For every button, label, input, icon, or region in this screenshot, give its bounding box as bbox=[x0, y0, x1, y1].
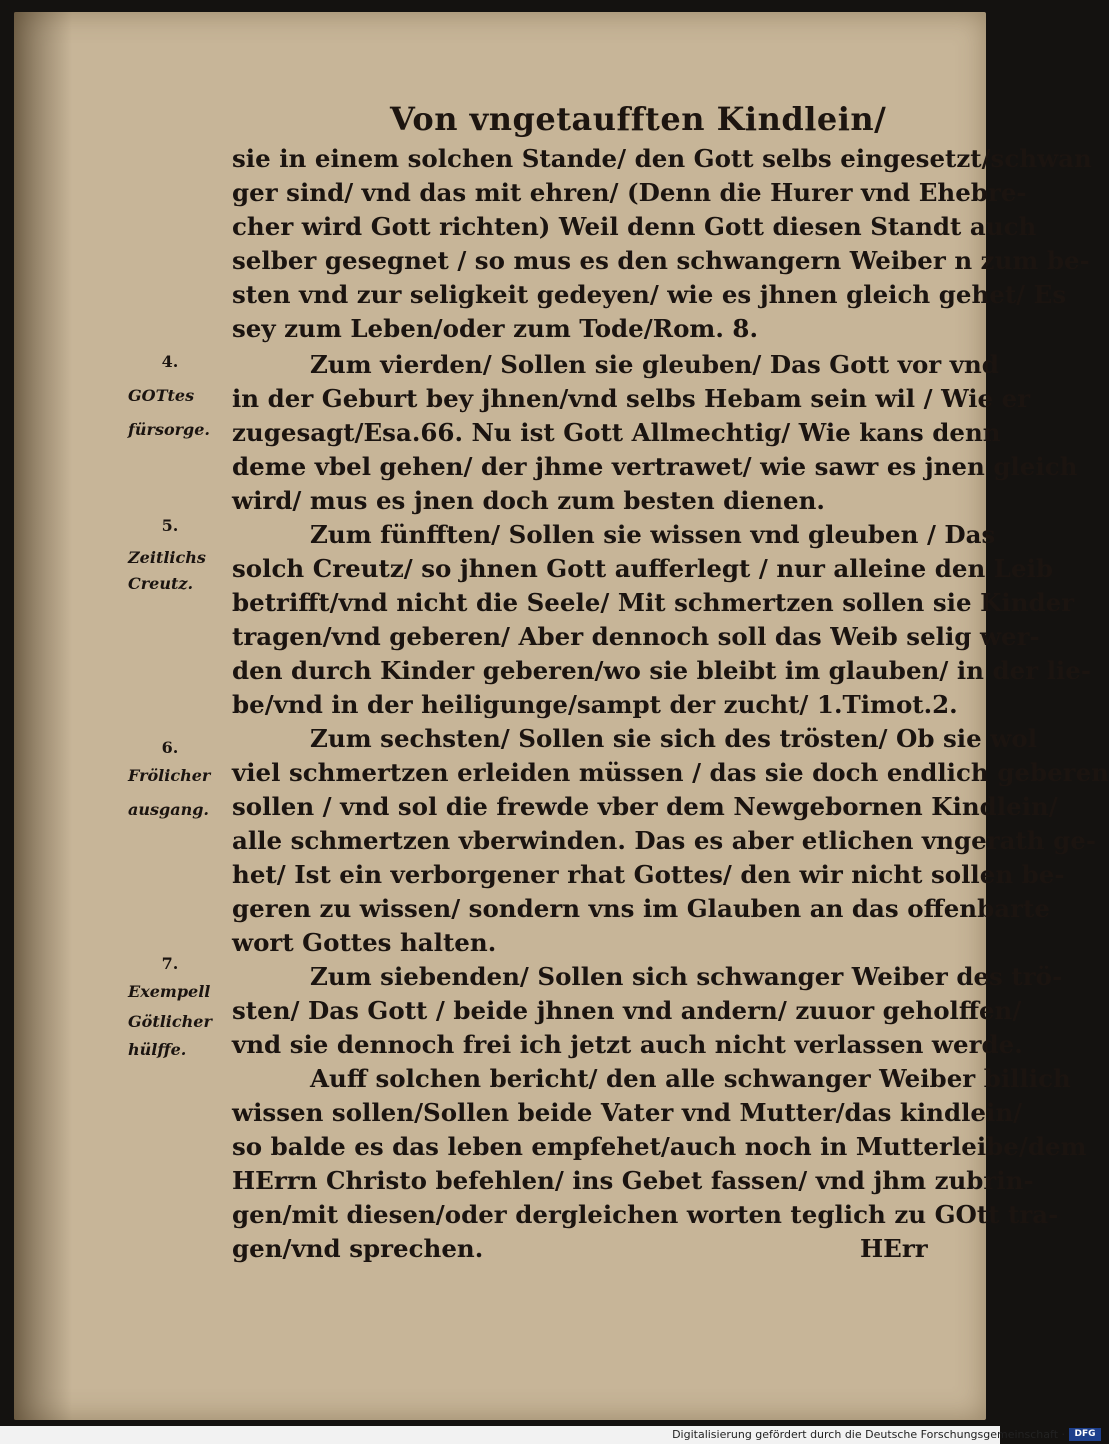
text-line: be/vnd in der heiligunge/sampt der zucht/ 1.Timot.2. bbox=[232, 690, 958, 719]
text-line: in der Geburt bey jhnen/vnd selbs Hebam sein wil / Wie er bbox=[232, 384, 1031, 413]
text-line: Zum fünfften/ Sollen sie wissen vnd gleuben / Das bbox=[310, 520, 996, 549]
text-line: sey zum Leben/oder zum Tode/Rom. 8. bbox=[232, 314, 758, 343]
text-line: sten/ Das Gott / beide jhnen vnd andern/ zuuor geholffen/ bbox=[232, 996, 1022, 1025]
text-line: Zum vierden/ Sollen sie gleuben/ Das Gott vor vnd bbox=[310, 350, 999, 379]
text-line: sie in einem solchen Stande/ den Gott selbs eingesetzt/schwan bbox=[232, 144, 1092, 173]
margin-number: 6. bbox=[161, 738, 179, 757]
margin-number: 7. bbox=[161, 954, 179, 973]
text-line: tragen/vnd geberen/ Aber dennoch soll das Weib selig wer- bbox=[232, 622, 1040, 651]
text-line: ger sind/ vnd das mit ehren/ (Denn die Hurer vnd Ehebre- bbox=[232, 178, 1027, 207]
margin-note: Zeitlichs bbox=[128, 548, 206, 567]
margin-note: fürsorge. bbox=[128, 420, 210, 439]
running-head: Von vngetaufften Kindlein/ bbox=[390, 100, 887, 138]
text-line: deme vbel gehen/ der jhme vertrawet/ wie sawr es jnen gleich bbox=[232, 452, 1078, 481]
margin-note: Exempell bbox=[128, 982, 211, 1001]
margin-number: 5. bbox=[161, 516, 179, 535]
text-line: viel schmertzen erleiden müssen / das sie doch endlich geberen bbox=[232, 758, 1109, 787]
text-line: gen/mit diesen/oder dergleichen worten teglich zu GOtt tra- bbox=[232, 1200, 1059, 1229]
text-line: betrifft/vnd nicht die Seele/ Mit schmertzen sollen sie Kinder bbox=[232, 588, 1075, 617]
text-line: sollen / vnd sol die frewde vber dem Newgebornen Kindlein/ bbox=[232, 792, 1058, 821]
text-line: Auff solchen bericht/ den alle schwanger Weiber billich bbox=[310, 1064, 1071, 1093]
text-line: solch Creutz/ so jhnen Gott aufferlegt / nur alleine den Leib bbox=[232, 554, 1054, 583]
text-line: so balde es das leben empfehet/auch noch in Mutterleibe/dem bbox=[232, 1132, 1087, 1161]
text-line: selber gesegnet / so mus es den schwangern Weiber n zum be- bbox=[232, 246, 1090, 275]
page-gutter-shadow bbox=[14, 12, 72, 1420]
text-line: alle schmertzen vberwinden. Das es aber etlichen vngerath ge- bbox=[232, 826, 1097, 855]
text-line: vnd sie dennoch frei ich jetzt auch nicht verlassen werde. bbox=[232, 1030, 1023, 1059]
text-line: wissen sollen/Sollen beide Vater vnd Mutter/das kindlein/ bbox=[232, 1098, 1023, 1127]
funding-credit: Digitalisierung gefördert durch die Deutsche Forschungsgemeinschaft · bbox=[672, 1428, 1065, 1441]
text-line: het/ Ist ein verborgener rhat Gottes/ den wir nicht sollen be- bbox=[232, 860, 1065, 889]
text-line: Zum sechsten/ Sollen sie sich des trösten/ Ob sie wol bbox=[310, 724, 1037, 753]
margin-note: Frölicher bbox=[128, 766, 211, 785]
margin-note: GOTtes bbox=[128, 386, 195, 405]
text-line: wird/ mus es jnen doch zum besten dienen. bbox=[232, 486, 825, 515]
margin-note: ausgang. bbox=[128, 800, 209, 819]
text-line: gen/vnd sprechen. bbox=[232, 1234, 484, 1263]
margin-note: hülffe. bbox=[128, 1040, 187, 1059]
margin-note: Götlicher bbox=[128, 1012, 212, 1031]
text-line: Zum siebenden/ Sollen sich schwanger Weiber des trö- bbox=[310, 962, 1063, 991]
text-line: den durch Kinder geberen/wo sie bleibt im glauben/ in der lie- bbox=[232, 656, 1091, 685]
text-line: cher wird Gott richten) Weil denn Gott diesen Standt auch bbox=[232, 212, 1037, 241]
text-line: sten vnd zur seligkeit gedeyen/ wie es jhnen gleich gehet/ Es bbox=[232, 280, 1067, 309]
margin-number: 4. bbox=[161, 352, 179, 371]
margin-note: Creutz. bbox=[128, 574, 194, 593]
text-line: wort Gottes halten. bbox=[232, 928, 497, 957]
text-line: geren zu wissen/ sondern vns im Glauben an das offenbarte bbox=[232, 894, 1050, 923]
catchword: HErr bbox=[860, 1234, 928, 1263]
text-line: zugesagt/Esa.66. Nu ist Gott Allmechtig/ Wie kans denn bbox=[232, 418, 1001, 447]
text-line: HErrn Christo befehlen/ ins Gebet fassen/ vnd jhm zubrin- bbox=[232, 1166, 1034, 1195]
dfg-logo: DFG bbox=[1069, 1428, 1101, 1441]
